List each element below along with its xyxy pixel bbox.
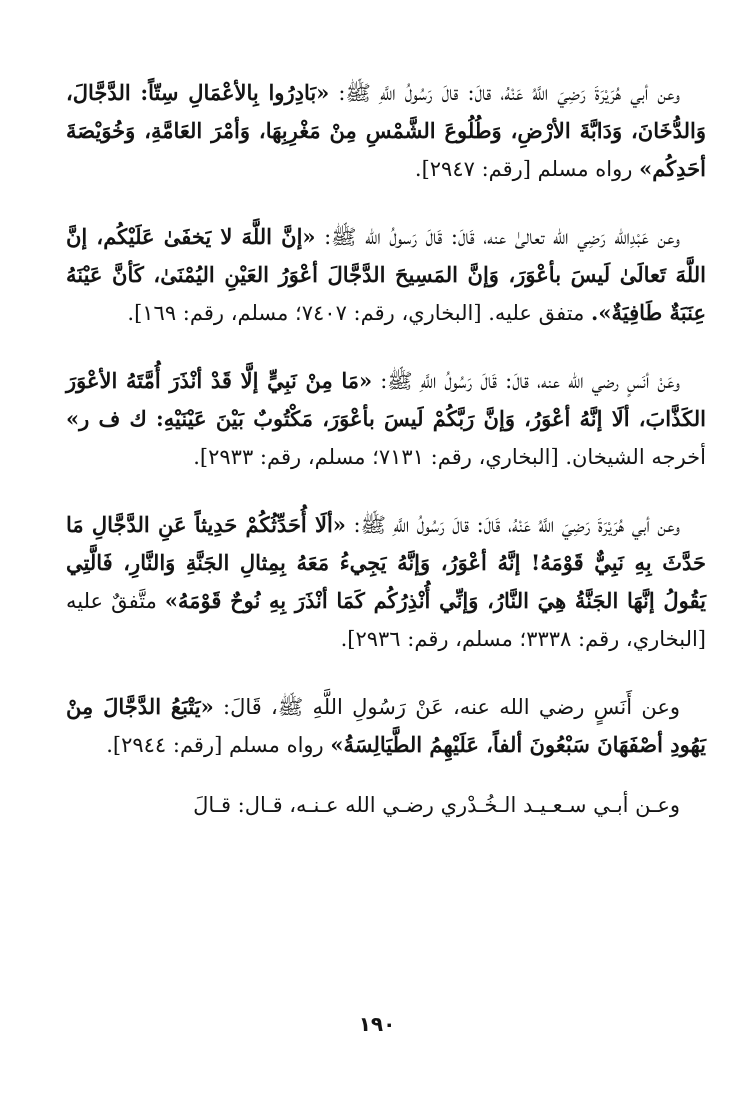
hadith-reference: رواه مسلم [رقم: ٢٩٤٧]. [414, 157, 633, 181]
hadith-text: «مَا مِنْ نَبِيٍّ إلَّا قَدْ أنْذَرَ أُمَّتَهُ الأعْوَرَ الكَذَّابَ، ألَا إنَّهُ أعْوَرُ، وَإنَّ رَبَّكُمْ لَيسَ بأعْوَرَ، مَكْتُوبٌ بَيْنَ عَيْنَيْهِ: ك ف ر» [66, 368, 706, 431]
hadith-text: «يَتْبَعُ الدَّجَّالَ مِنْ يَهُودِ أصْفَهَانَ سَبْعُونَ ألفاً، عَلَيْهِمُ الطَّيَالِسَةُ» [66, 694, 706, 757]
narrator-intro: وعَنْ أنَسٍ رضي الله عنه، قالَ: قَالَ رَسُولُ اللَّهِ ﷺ: [380, 369, 680, 393]
hadith-reference: متَّفقٌ عليه [البخاري، رقم: ٣٣٣٨؛ مسلم، رقم: ٢٩٣٦]. [66, 589, 706, 651]
narrator-intro: وعن عَبْدِالله رَضِي الله تعالىٰ عنه، قَالَ: قَالَ رَسولُ الله ﷺ: [324, 225, 680, 249]
hadith-paragraph [66, 688, 706, 764]
hadith-reference: أخرجه الشيخان. [البخاري، رقم: ٧١٣١؛ مسلم، رقم: ٢٩٣٣]. [193, 445, 706, 469]
hadith-paragraph [66, 786, 706, 824]
hadith-paragraph [66, 506, 706, 658]
narrator-intro: وعن أبي هُرَيْرَةَ رَضِيَ اللَّهُ عَنْهُ، قَالَ: قالَ رَسُولُ اللَّهِ ﷺ: [353, 513, 681, 537]
page-body [66, 74, 706, 854]
hadith-text: «بَادِرُوا بِالأعْمَالِ سِتّاً: الدَّجَّالَ، وَالدُّخَانَ، وَدَابَّةَ الأرْضِ، وَطُلُوعَ الشَّمْسِ مِنْ مَغْرِبِهَا، وَأمْرَ العَامَّةِ، وَخُوَيْصَةَ أحَدِكُم» [66, 80, 706, 181]
hadith-paragraph [66, 74, 706, 188]
hadith-paragraph [66, 218, 706, 332]
narrator-intro: وعـن أبـي سـعـيـد الـخُـدْري رضـي الله عـنـه، قـال: قـالَ [193, 793, 680, 817]
hadith-paragraph [66, 362, 706, 476]
hadith-text: «ألَا أُحَدِّثُكُمْ حَدِيثاً عَنِ الدَّجَّالِ مَا حَدَّثَ بِهِ نَبِيٌّ قَوْمَهُ! إنَّهُ أعْوَرُ، وَإنَّهُ يَجِيءُ مَعَهُ بِمِثالِ الجَنَّةِ وَالنَّارِ، فَالَّتِي يَقُولُ إنَّهَا الجَنَّةُ هِيَ النَّارُ، وَإنِّي أُنْذِرُكُم كَمَا أنْذَرَ بِهِ نُوحٌ قَوْمَهُ» [66, 512, 706, 613]
hadith-text: «إنَّ اللَّهَ لا يَخفَىٰ عَلَيْكُم، إنَّ اللَّهَ تَعالَىٰ لَيسَ بأعْوَرَ، وَإنَّ المَسِيحَ الدَّجَّالَ أعْوَرُ العَيْنِ اليُمْنَىٰ، كَأنَّ عَيْنَهُ عِنَبَةٌ طَافِيَةٌ». [66, 224, 706, 325]
hadith-reference: متفق عليه. [البخاري، رقم: ٧٤٠٧؛ مسلم، رقم: ١٦٩]. [127, 301, 585, 325]
page-number: ١٩٠ [358, 1012, 396, 1036]
hadith-reference: رواه مسلم [رقم: ٢٩٤٤]. [106, 733, 324, 757]
narrator-intro: وعن أبي هُرَيْرَةَ رَضِيَ اللَّهُ عَنْهُ، قالَ: قالَ رَسُولُ اللَّهِ ﷺ: [338, 81, 680, 105]
narrator-intro: وعن أَنَسٍ رضي الله عنه، عَنْ رَسُولِ اللَّهِ ﷺ، قَالَ: [223, 695, 680, 719]
